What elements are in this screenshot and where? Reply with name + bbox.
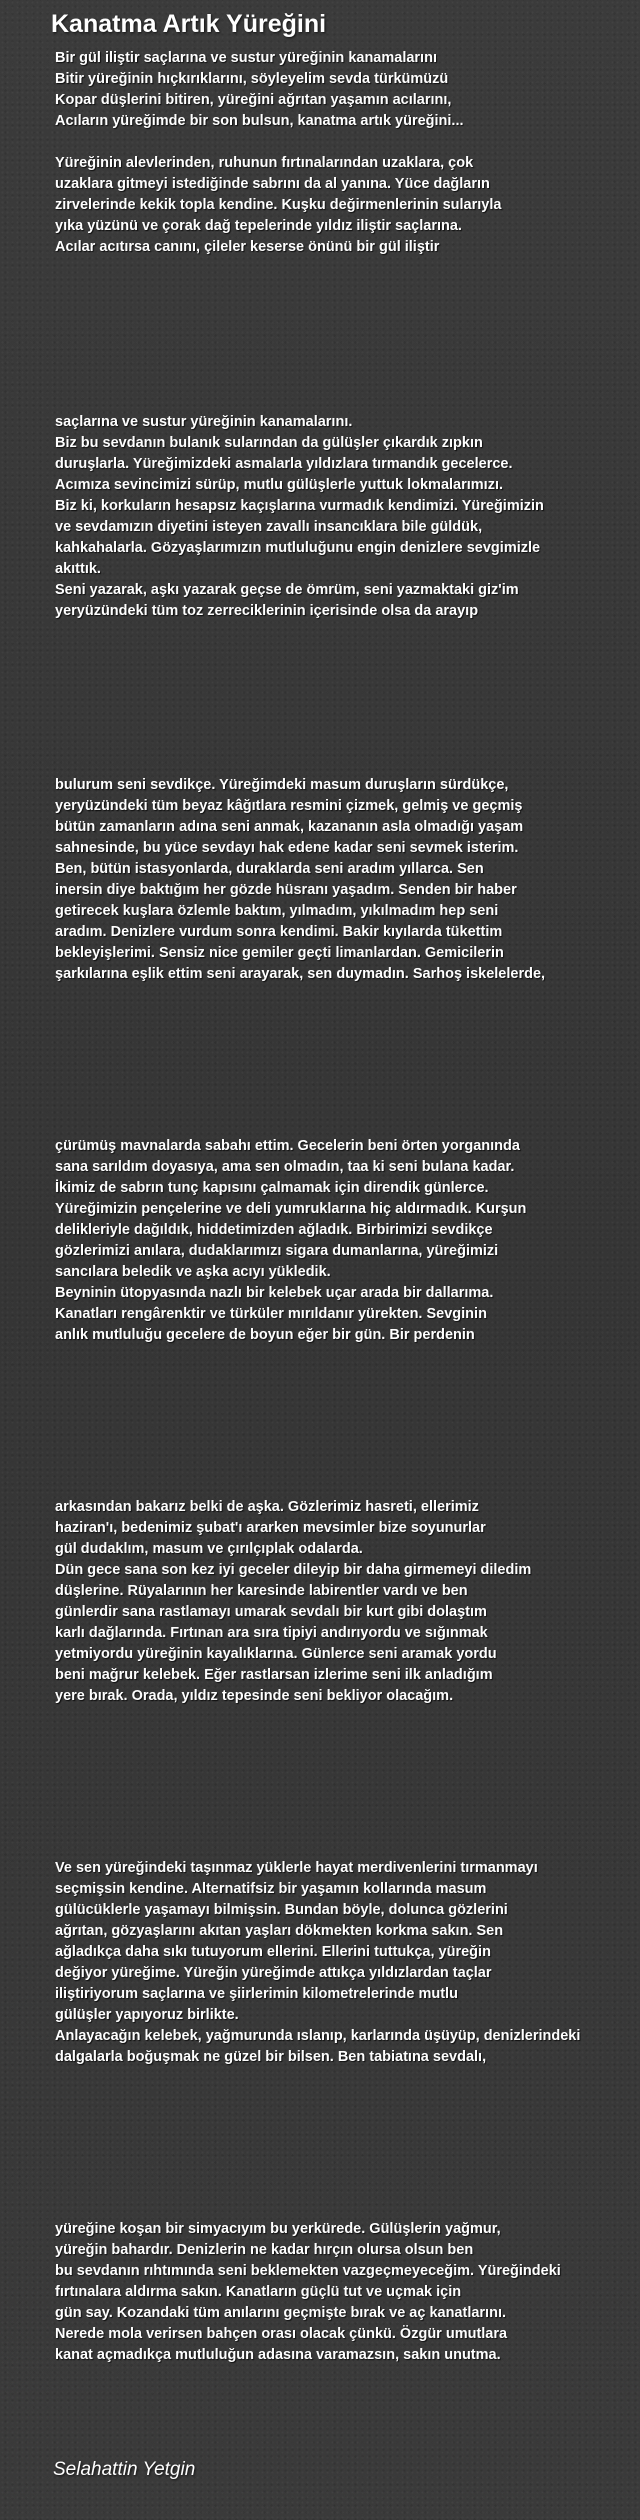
stanza-break [55, 132, 640, 153]
poem-line: sahnesinde, bu yüce sevdayı hak edene kadar seni sevmek isterim. [55, 840, 519, 856]
poem-line: bulurum seni sevdikçe. Yüreğimdeki masum duruşların sürdükçe, [55, 777, 509, 793]
poem-stanza-2 [55, 412, 640, 622]
poem-line: Anlayacağın kelebek, yağmurunda ıslanıp, karlarında üşüyüp, denizlerindeki [55, 2028, 581, 2044]
poem-stanza-5 [55, 1497, 640, 1707]
poem-line: Acıların yüreğimde bir son bulsun, kanatma artık yüreğini... [55, 113, 464, 129]
poem-line: ve sevdamızın diyetini isteyen zavallı insancıklara bile güldük, [55, 519, 483, 535]
poem-line: Bir gül iliştir saçlarına ve sustur yüreğinin kanamalarını [55, 50, 437, 66]
poem-stanza-4 [55, 1136, 640, 1346]
poem-line: Yüreğinin alevlerinden, ruhunun fırtınalarından uzaklara, çok [55, 155, 474, 171]
poem-line: saçlarına ve sustur yüreğinin kanamalarını. [55, 414, 353, 430]
poem-line: Seni yazarak, aşkı yazarak geçse de ömrüm, seni yazmaktaki giz'im [55, 582, 519, 598]
poem-line: arkasından bakarız belki de aşka. Gözlerimiz hasreti, ellerimiz [55, 1499, 479, 1515]
poem-stanza-1 [55, 48, 640, 258]
poem-line: yere bırak. Orada, yıldız tepesinde seni bekliyor olacağım. [55, 1688, 454, 1704]
poem-line: ağrıtan, gözyaşlarını akıtan yaşları dökmekten korkma sakın. Sen [55, 1923, 504, 1939]
poem-line: Acılar acıtırsa canını, çileler keserse önünü bir gül iliştir [55, 239, 440, 255]
poem-line: Yüreğimizin pençelerine ve deli yumruklarına hiç aldırmadık. Kurşun [55, 1201, 527, 1217]
poem-line: Kopar düşlerini bitiren, yüreğini ağrıtan yaşamın acılarını, [55, 92, 452, 108]
poem-line: değiyor yüreğime. Yüreğin yüreğimde attıkça yıldızlardan taçlar [55, 1965, 492, 1981]
poem-line: Bitir yüreğinin hıçkırıklarını, söyleyelim sevda türkümüzü [55, 71, 449, 87]
poem-line: gül dudaklım, masum ve çırılçıplak odalarda. [55, 1541, 363, 1557]
poem-line: anlık mutluluğu gecelere de boyun eğer bir gün. Bir perdenin [55, 1327, 475, 1343]
poem-line: gün say. Kozandaki tüm anılarını geçmişte bırak ve aç kanatlarını. [55, 2305, 507, 2321]
poem-line: yeryüzündeki tüm toz zerreciklerinin içerisinde olsa da arayıp [55, 603, 479, 619]
poem-line: gülücüklerle yaşamayı bilmişsin. Bundan böyle, dolunca gözlerini [55, 1902, 508, 1918]
poem-line: seçmişsin kendine. Alternatifsiz bir yaşamın kollarında masum [55, 1881, 487, 1897]
poem-line: Ben, bütün istasyonlarda, duraklarda seni aradım yıllarca. Sen [55, 861, 484, 877]
poem-line: karlı dağlarında. Fırtınan ara sıra tipiyi andırıyordu ve sığınmak [55, 1625, 488, 1641]
poem-line: bekleyişlerimi. Sensiz nice gemiler geçti limanlardan. Gemicilerin [55, 945, 504, 961]
poem-title: Kanatma Artık Yüreğini [51, 10, 327, 38]
poem-line: Ve sen yüreğindeki taşınmaz yüklerle hayat merdivenlerini tırmanmayı [55, 1860, 538, 1876]
poem-line: getirecek kuşlara özlemle baktım, yılmadım, yıkılmadım hep seni [55, 903, 499, 919]
poem-line: fırtınalara aldırma sakın. Kanatların güçlü tut ve uçmak için [55, 2284, 462, 2300]
poem-line: günlerdir sana rastlamayı umarak sevdalı bir kurt gibi dolaştım [55, 1604, 487, 1620]
poem-line: yetmiyordu yüreğinin kayalıklarına. Günlerce seni aramak yordu [55, 1646, 497, 1662]
poem-stanza-7 [55, 2219, 640, 2366]
poem-line: yüreğin bahardır. Denizlerin ne kadar hırçın olursa olsun ben [55, 2242, 474, 2258]
poem-line: dalgalarla boğuşmak ne güzel bir bilsen. Ben tabiatına sevdalı, [55, 2049, 487, 2065]
poem-line: şarkılarına eşlik ettim seni arayarak, sen duymadın. Sarhoş iskelelerde, [55, 966, 546, 982]
poem-line: yeryüzündeki tüm beyaz kâğıtlara resmini çizmek, gelmiş ve geçmiş [55, 798, 523, 814]
poem-line: bu sevdanın rıhtımında seni beklemekten vazgeçmeyeceğim. Yüreğindeki [55, 2263, 561, 2279]
poem-line: iliştiriyorum saçlarına ve şiirlerimin kilometrelerinde mutlu [55, 1986, 458, 2002]
poem-line: kanat açmadıkça mutluluğun adasına varamazsın, sakın unutma. [55, 2347, 501, 2363]
poem-line: yüreğine koşan bir simyacıyım bu yerkürede. Gülüşlerin yağmur, [55, 2221, 501, 2237]
poem-stanza-6 [55, 1858, 640, 2068]
poem-line: sana sarıldım doyasıya, ama sen olmadın, taa ki seni bulana kadar. [55, 1159, 515, 1175]
poem-line: Nerede mola verirsen bahçen orası olacak çünkü. Özgür umutlara [55, 2326, 508, 2342]
poem-stanza-3 [55, 775, 640, 985]
poem-line: İkimiz de sabrın tunç kapısını çalmamak için direndik günlerce. [55, 1180, 489, 1196]
poem-line: ağladıkça daha sıkı tutuyorum ellerini. Ellerini tuttukça, yüreğin [55, 1944, 491, 1960]
poem-line: Acımıza sevincimizi sürüp, mutlu gülüşlerle yuttuk lokmalarımızı. [55, 477, 504, 493]
poem-line: kahkahalarla. Gözyaşlarımızın mutluluğunu engin denizlere sevgimizle [55, 540, 541, 556]
poem-line: Dün gece sana son kez iyi geceler dileyip bir daha girmemeyi diledim [55, 1562, 532, 1578]
poem-line: Beyninin ütopyasında nazlı bir kelebek uçar arada bir dallarıma. [55, 1285, 494, 1301]
poem-line: gülüşler yapıyoruz birlikte. [55, 2007, 239, 2023]
poem-line: gözlerimizi anılara, dudaklarımızı sigara dumanlarına, yüreğimizi [55, 1243, 499, 1259]
poem-line: beni mağrur kelebek. Eğer rastlarsan izlerime seni ilk anladığım [55, 1667, 493, 1683]
poem-author: Selahattin Yetgin [53, 2459, 196, 2480]
poem-line: akıttık. [55, 561, 101, 577]
poem-line: Biz ki, korkuların hesapsız kaçışlarına vurmadık kendimizi. Yüreğimizin [55, 498, 544, 514]
poem-line: yıka yüzünü ve çorak dağ tepelerinde yıldız iliştir saçlarına. [55, 218, 462, 234]
poem-line: çürümüş mavnalarda sabahı ettim. Gecelerin beni örten yorganında [55, 1138, 520, 1154]
poem-line: inersin diye baktığım her gözde hüsranı yaşadım. Senden bir haber [55, 882, 517, 898]
poem-line: Kanatları rengârenktir ve türküler mırıldanır yürekten. Sevginin [55, 1306, 487, 1322]
poem-line: haziran'ı, bedenimiz şubat'ı ararken mevsimler bize soyunurlar [55, 1520, 486, 1536]
poem-line: Biz bu sevdanın bulanık sularından da gülüşler çıkardık zıpkın [55, 435, 483, 451]
poem-line: sancılara beledik ve aşka acıyı yükledik. [55, 1264, 331, 1280]
poem-line: düşlerine. Rüyalarının her karesinde labirentler vardı ve ben [55, 1583, 468, 1599]
poem-line: uzaklara gitmeyi istediğinde sabrını da al yanına. Yüce dağların [55, 176, 490, 192]
poem-line: duruşlarla. Yüreğimizdeki asmalarla yıldızlara tırmandık gecelerce. [55, 456, 513, 472]
poem-line: zirvelerinde kekik topla kendine. Kuşku değirmenlerinin sularıyla [55, 197, 502, 213]
poem-line: bütün zamanların adına seni anmak, kazananın asla olmadığı yaşam [55, 819, 524, 835]
poem-line: delikleriyle dağıldık, hiddetimizden ağladık. Birbirimizi sevdikçe [55, 1222, 493, 1238]
poem-line: aradım. Denizlere vurdum sonra kendimi. Bakir kıyılarda tükettim [55, 924, 503, 940]
